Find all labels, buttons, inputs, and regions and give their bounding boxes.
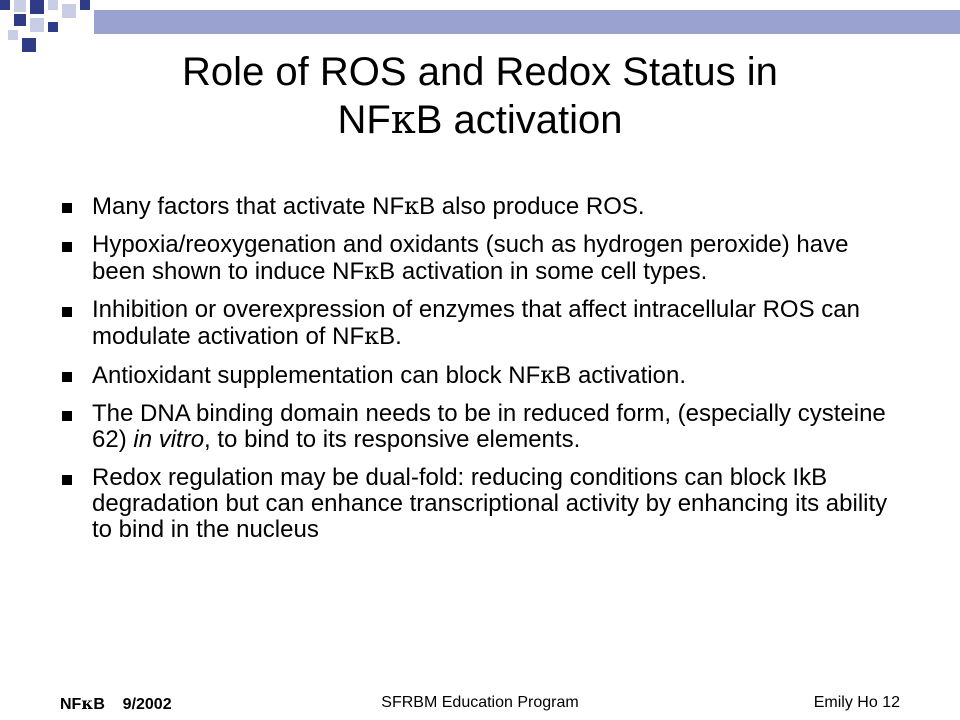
bullet-square-icon [62, 372, 72, 382]
deco-square-9 [80, 0, 90, 10]
deco-square-2 [14, 0, 26, 12]
bullet-square-icon [62, 307, 72, 317]
bullet-item: Redox regulation may be dual-fold: reducing conditions can block IkB degradation but can enhance transcriptional activity by enhancing its ability to bind in the nucleus [60, 465, 900, 543]
bullet-item: Hypoxia/reoxygenation and oxidants (such as hydrogen peroxide) have been shown to induce NFκB activation in some cell types. [60, 232, 900, 285]
deco-square-8 [62, 4, 76, 18]
bullet-square-icon [62, 475, 72, 485]
deco-square-1 [0, 0, 10, 10]
footer-right: Emily Ho 12 [813, 694, 900, 711]
bullet-item: Many factors that activate NFκB also produce ROS. [60, 193, 900, 220]
deco-square-11 [22, 38, 36, 52]
deco-gradient-bar [94, 10, 960, 34]
slide-title [60, 48, 900, 144]
deco-square-5 [30, 18, 44, 32]
deco-square-10 [8, 30, 18, 40]
bullet-list [60, 193, 900, 555]
title-line-2 [60, 96, 900, 144]
deco-square-7 [48, 22, 58, 32]
slide-footer [60, 694, 900, 714]
deco-square-4 [30, 0, 44, 14]
bullet-square-icon [62, 411, 72, 421]
title-nf: NF [337, 98, 391, 142]
bullet-item: The DNA binding domain needs to be in reduced form, (especially cysteine 62) in vitro, to bind to its responsive elements. [60, 401, 900, 453]
bullet-square-icon [62, 203, 72, 213]
bullet-square-icon [62, 242, 72, 252]
footer-center: SFRBM Education Program [381, 694, 579, 711]
footer-left: NFκB 9/2002 [60, 694, 172, 713]
title-line-1: Role of ROS and Redox Status in [182, 50, 778, 94]
bullet-item: Antioxidant supplementation can block NFκB activation. [60, 362, 900, 389]
bullet-item: Inhibition or overexpression of enzymes that affect intracellular ROS can modulate activation of NFκB. [60, 297, 900, 350]
deco-square-6 [48, 0, 58, 10]
deco-square-3 [14, 14, 26, 26]
title-kappa: κ [390, 97, 416, 143]
title-activation: B activation [415, 98, 623, 142]
